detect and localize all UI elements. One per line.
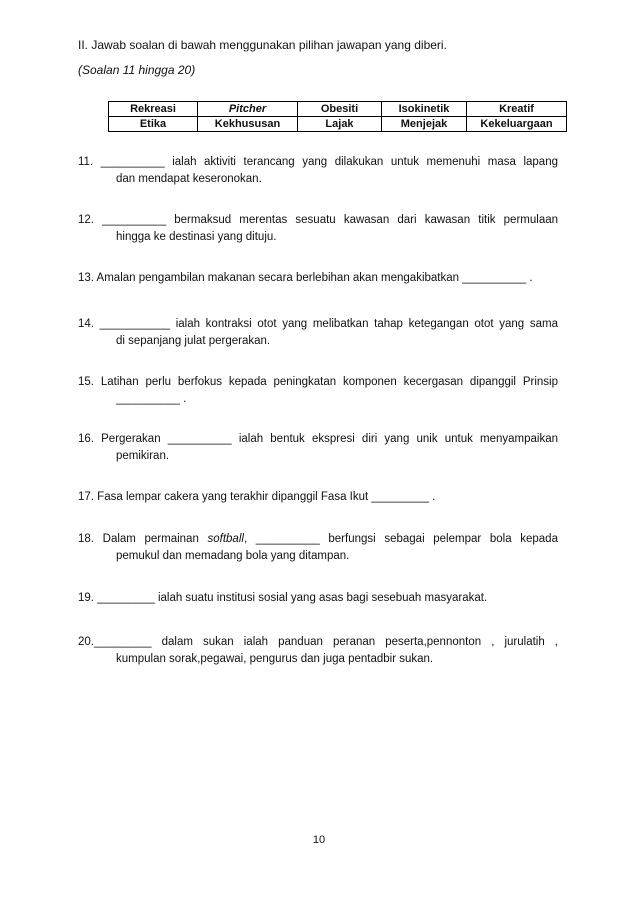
option-cell: Pitcher [198,102,298,117]
question-text-continued: kumpulan sorak,pegawai, pengurus dan juga pentadbir sukan. [116,653,434,665]
option-cell: Lajak [298,117,382,132]
answer-options-table [108,101,567,132]
options-row [109,117,567,132]
question-text-continued: pemukul dan memadang bola yang ditampan. [116,550,350,562]
question-19 [78,590,558,607]
question-text: 16. Pergerakan __________ ialah bentuk ekspresi diri yang unik untuk menyampaikan [78,433,558,445]
question-18 [78,531,558,565]
emphasized-term: softball [207,533,244,545]
option-cell: Etika [109,117,198,132]
question-text-continued: pemikiran. [116,450,170,462]
option-cell: Obesiti [298,102,382,117]
question-range: (Soalan 11 hingga 20) [78,63,196,77]
option-cell: Kekeluargaan [467,117,567,132]
option-cell: Rekreasi [109,102,198,117]
question-text-continued: dan mendapat keseronokan. [116,173,262,185]
question-text-part: , __________ berfungsi sebagai pelempar bola kepada [243,533,558,545]
question-text-part: 18. Dalam permainan [78,533,208,545]
question-12 [78,212,558,246]
page-number: 10 [312,834,326,846]
question-text: 17. Fasa lempar cakera yang terakhir dipanggil Fasa Ikut _________ . [78,491,436,503]
option-cell: Menjejak [382,117,467,132]
question-text-continued: di sepanjang julat pergerakan. [116,335,271,347]
question-text: 14. ___________ ialah kontraksi otot yang melibatkan tahap ketegangan otot yang sama [78,318,558,330]
option-cell: Kekhususan [198,117,298,132]
options-row [109,102,567,117]
question-text: 15. Latihan perlu berfokus kepada peningkatan komponen kecergasan dipanggil Prinsip [78,376,558,388]
question-20 [78,634,558,668]
question-14 [78,316,558,350]
question-13 [78,270,558,287]
question-text: 19. _________ ialah suatu institusi sosial yang asas bagi sesebuah masyarakat. [78,592,488,604]
question-17 [78,489,558,506]
option-cell: Kreatif [467,102,567,117]
section-heading: II. Jawab soalan di bawah menggunakan pilihan jawapan yang diberi. [78,38,447,52]
question-11 [78,154,558,188]
question-text: 12. __________ bermaksud merentas sesuatu kawasan dari kawasan titik permulaan [78,214,558,226]
question-text [78,531,558,548]
question-text-continued: __________ . [116,393,187,405]
question-text: 20._________ dalam sukan ialah panduan peranan peserta,pennonton , jurulatih , [78,636,558,648]
option-cell: Isokinetik [382,102,467,117]
question-text: 11. __________ ialah aktiviti terancang yang dilakukan untuk memenuhi masa lapang [78,156,558,168]
question-16 [78,431,558,465]
question-text-continued: hingga ke destinasi yang dituju. [116,231,277,243]
question-text: 13. Amalan pengambilan makanan secara berlebihan akan mengakibatkan __________ . [78,272,533,284]
question-15 [78,374,558,408]
